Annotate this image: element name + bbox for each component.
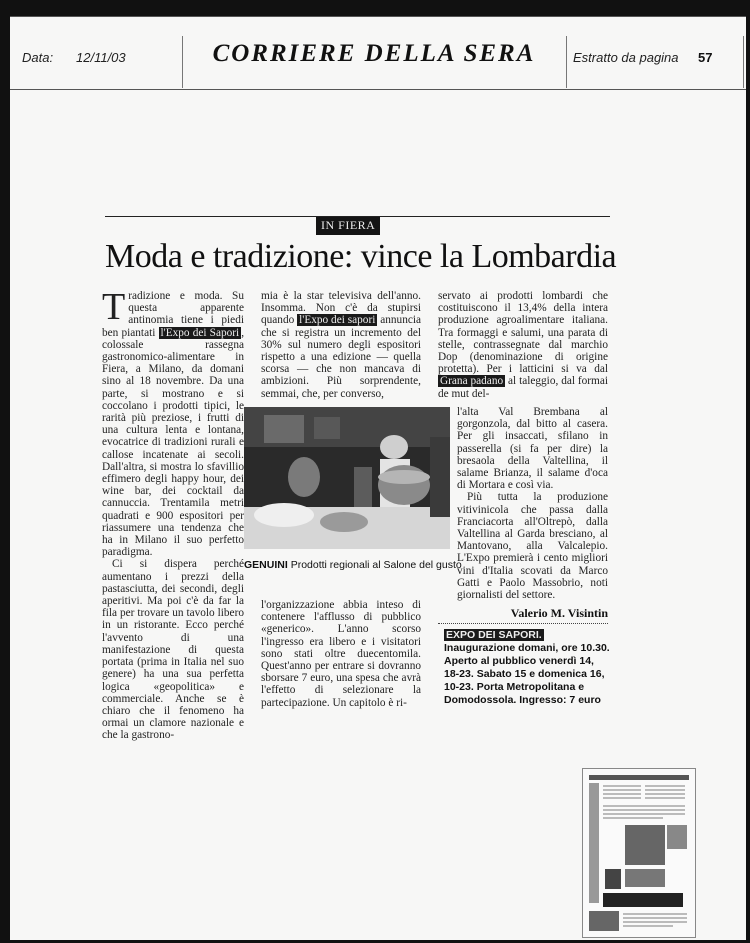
article-column-1: [102, 286, 245, 742]
text-run: mia è la star televisiva dell'anno. Insomma. Non c'è da stupirsi quando: [261, 290, 421, 327]
date-value: 12/11/03: [76, 50, 126, 65]
text-run: radizione e moda. Su questa apparente antinomia tiene i piedi ben piantati: [102, 290, 244, 339]
text-run: al taleggio, dal formai de mut del-: [438, 375, 608, 400]
text-run: , colossale rassegna gastronomico-alimentare in Fiera, a Milano, da domani sino al 18 novembre. Da una parte, si mostrano e si coccolano i prodotti tipici, le rarità più preziose, i frutti di una cultura lenta e lontana, evocatrice di tradizioni rurali e callose incatenate ai secoli. Dall'altra, si mostra lo sfavillio effimero degli happy hour, dei wine bar, dei cocktail da cannuccia. Trentamila metri quadrati e 900 espositori per riassumere una tendenza che ha in Milano il suo perfetto paradigma.: [102, 326, 245, 559]
caption-lead: GENUINI: [244, 559, 288, 571]
date-label: Data:: [22, 50, 54, 65]
article-column-2-continued: [261, 599, 421, 709]
article-column-3-continued: [457, 406, 608, 601]
photo-caption: [244, 559, 484, 571]
article-byline: Valerio M. Visintin: [510, 606, 608, 620]
paragraph: [102, 286, 245, 559]
paragraph: l'organizzazione abbia inteso di contenere l'afflusso di pubblico «generico». L'anno scorso l'ingresso era libero e i visitatori sono stati oltre duecentomila. Quest'anno per entrare si dovranno sborsare 7 euro, una spesa che avrà l'effetto di selezionare la partecipazione. Un capitolo è ri-: [261, 599, 421, 709]
section-kicker: IN FIERA: [316, 217, 380, 235]
text-run: servato ai prodotti lombardi che costituiscono il 13,4% della intera produzione agroalimentare italiana. Tra formaggi e salumi, una parata di stelle, contrassegnate dal marchio Dop (denominazione di origine protetta). Per i latticini si va dal: [438, 290, 608, 376]
paragraph: [438, 290, 608, 400]
page-thumbnail: [582, 768, 696, 938]
text-run: annuncia che si registra un incremento del 30% sul numero degli espositori rispetto a una edizione — quella scorsa — che non mancava di ambizioni. Più sorprendente, semmai, che, per converso,: [261, 314, 422, 400]
header-top-rule: [10, 16, 746, 17]
highlighted-term: Grana padano: [440, 375, 504, 388]
event-name: EXPO DEI SAPORI.: [446, 629, 542, 641]
clipping-header: [10, 16, 746, 88]
page-number: 57: [698, 50, 713, 65]
drop-cap: T: [102, 286, 126, 328]
byline-rule: [438, 623, 608, 624]
paragraph: Più tutta la produzione vitivinicola che passa dalla Franciacorta all'Oltrepò, dalla Valtellina al Garda bresciano, al Mantovano, alla Valcalepio. L'Expo premierà i cento migliori vini d'Italia scovati da Marco Gatti e Paolo Massobrio, noti giornalisti del settore.: [457, 491, 608, 602]
article-headline: Moda e tradizione: vince la Lombardia: [105, 238, 617, 275]
article-column-2: [261, 290, 421, 400]
header-bottom-rule: [10, 89, 746, 90]
highlighted-term: l'Expo dei Sapori: [160, 326, 240, 339]
photo-illustration: [244, 407, 450, 549]
event-details: Inaugurazione domani, ore 10.30. Aperto al pubblico venerdì 14, 18-23. Sabato 15 e domenica 16, 10-23. Porta Metropolitana e Domodossola. Ingresso: 7 euro: [444, 642, 610, 706]
header-divider: [566, 36, 567, 88]
caption-text: Prodotti regionali al Salone del gusto: [290, 559, 462, 571]
paragraph: Ci si dispera perché aumentano i prezzi della pastasciutta, dei secondi, degli aperitivi. Ma poi c'è da far la fila per trovare un tavolo libero in un ristorante. Ecco perché l'avvento di una manifestazione di questa portata (prima in Italia nel suo genere) ha una sua perfetta logica «geopolitica» e commerciale. Anche se è chiaro che il fenomeno ha ormai un clamore nazionale e che la gastrono-: [102, 558, 244, 742]
article-column-3: [438, 290, 608, 400]
header-divider: [182, 36, 183, 88]
header-divider: [743, 36, 744, 88]
event-info-box: [444, 629, 612, 707]
article-photo: [244, 407, 450, 549]
page-thumbnail-illustration: [583, 769, 695, 937]
clipping-sheet: [10, 16, 746, 940]
highlighted-term: l'Expo dei sapori: [299, 314, 376, 327]
paragraph: l'alta Val Brembana al gorgonzola, dal bitto al casera. Per gli insaccati, sfilano in passerella (si fa per dire) la bresaola della Valtellina, il salame Brianza, il salame d'oca di Mortara e così via.: [457, 406, 608, 492]
paragraph: [261, 290, 421, 400]
extract-label: Estratto da pagina: [573, 50, 679, 65]
newspaper-masthead: CORRIERE DELLA SERA: [212, 40, 536, 67]
